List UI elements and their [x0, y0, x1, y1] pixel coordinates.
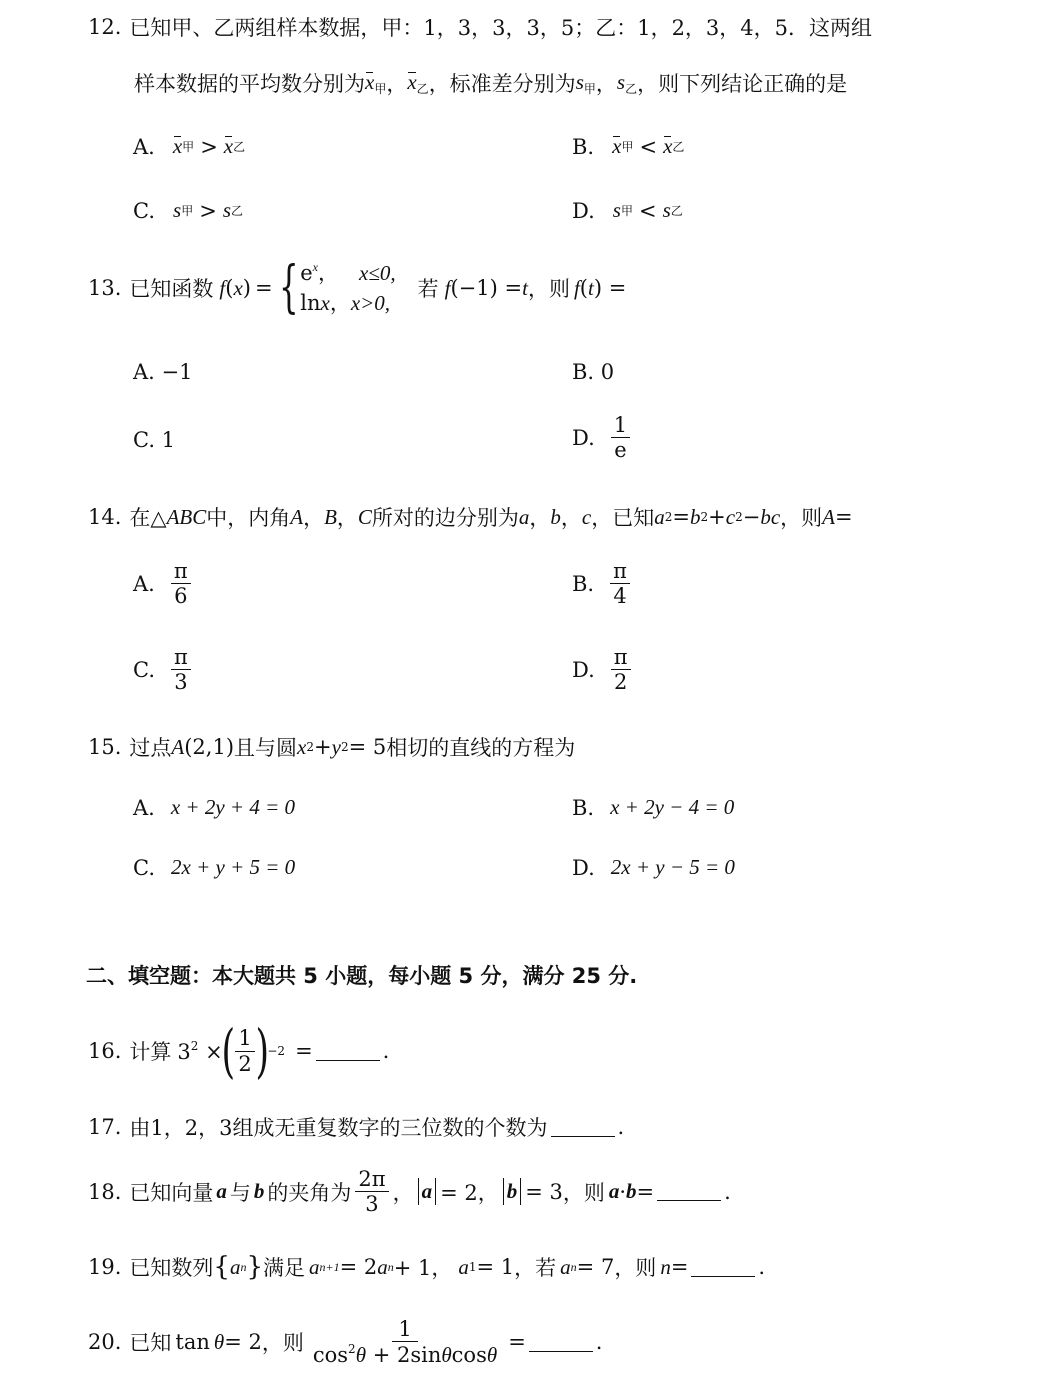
q18-stem-part-d: ，则 — [562, 1180, 605, 1205]
q14-option-a: A. $\frac{\pi}{6}$ — [133, 560, 195, 607]
q14-option-d: D. $\frac{\pi}{2}$ — [572, 646, 635, 693]
q14-stem-part-e: ，则 — [780, 506, 823, 530]
q12-mean-yi: $x_乙$ — [407, 69, 429, 96]
q12-sd-jia: $s_甲$ — [575, 69, 596, 96]
q17-answer-blank[interactable] — [551, 1118, 615, 1137]
q12-stem-part-b: ，标准差分别为 — [428, 72, 576, 96]
q17-number: 17. — [88, 1115, 122, 1139]
q14-option-b: B. $\frac{\pi}{4}$ — [572, 560, 634, 607]
q14-stem: 14. 在△ ABC 中，内角 A ， B ， C 所对的边分别为 a ， b ， c ，已知 a 2 = b 2 + c 2 − bc ，则 A = — [88, 502, 853, 532]
q14-number: 14. — [88, 505, 122, 529]
q12-stem-line1: 已知甲、乙两组样本数据，甲：1，3，3，3，5；乙：1，2，3，4，5．这两组 — [129, 16, 873, 40]
q12-sd-yi: $s_乙$ — [616, 69, 638, 96]
q17-stem: 17. 由1，2，3组成无重复数字的三位数的个数为 . — [88, 1112, 624, 1142]
q15-option-c: C. 2x + y + 5 = 0 — [133, 855, 296, 880]
q13-stem-part-c: ，则 — [527, 277, 570, 302]
q19-stem-part-b: 满足 — [263, 1256, 305, 1280]
q19-stem-part-c: ，若 — [514, 1256, 557, 1280]
q18-stem-part-b: 与 — [229, 1180, 251, 1205]
q16-answer-blank[interactable] — [316, 1042, 380, 1061]
q12-option-c: C. s 甲 > s 乙 — [133, 198, 244, 223]
q15-option-a: A. x + 2y + 4 = 0 — [133, 795, 295, 820]
q16-stem: 16. 计算 $3^2$ × ( $\frac{1}{2}$ ) −2 = . — [88, 1017, 390, 1085]
q14-stem-part-b: 中，内角 — [206, 506, 291, 530]
q13-number: 13. — [88, 276, 122, 301]
q18-answer-blank[interactable] — [657, 1182, 721, 1201]
q12-number: 12. — [88, 15, 122, 39]
q19-number: 19. — [88, 1255, 122, 1279]
q18-stem-part-c: 的夹角为 — [267, 1180, 352, 1205]
q20-number: 20. — [88, 1330, 122, 1355]
q15-stem: 15. 过点 A (2,1) 且与圆 x 2 + y 2 = 5 相切的直线的方程为 — [88, 732, 575, 762]
q18-stem-part-a: 已知向量 — [129, 1180, 214, 1205]
q13-stem-part-b: 若 — [417, 277, 439, 302]
q19-stem-part-d: ，则 — [614, 1256, 657, 1280]
q12-option-a: A. x 甲 > x 乙 — [133, 134, 246, 159]
q13-stem: 13. 已知函数 f ( x ) = { $e^x$， x≤0, lnx，x>0, 若 f (−1) = t ，则 f ( t ) = — [88, 255, 627, 321]
q13-option-c: C. 1 — [133, 428, 176, 452]
q14-stem-part-d: ，已知 — [591, 506, 655, 530]
q19-stem-part-a: 已知数列 — [129, 1256, 214, 1280]
q13-stem-part-a: 已知函数 — [129, 277, 214, 302]
q20-stem-part-a: 已知 — [129, 1331, 172, 1356]
q18-number: 18. — [88, 1179, 122, 1204]
q16-number: 16. — [88, 1039, 122, 1063]
q18-stem: 18. 已知向量 a 与 b 的夹角为 $\frac{2\pi}{3}$ ， a = 2， b = 3 ，则 a · b = . — [88, 1167, 731, 1217]
section-2-title: 二、填空题：本大题共 5 小题，每小题 5 分，满分 25 分. — [86, 964, 638, 988]
q20-stem-part-b: ，则 — [261, 1331, 304, 1356]
q20-answer-blank[interactable] — [529, 1333, 593, 1352]
q13-piecewise: $e^x$， x≤0, lnx，x>0, — [300, 260, 396, 316]
q12-stem-part-c: ，则下列结论正确的是 — [637, 72, 848, 96]
q12-mean-jia: $x_甲$ — [365, 69, 387, 96]
q15-option-b: B. x + 2y − 4 = 0 — [572, 795, 735, 820]
q15-stem-part-a: 过点 — [129, 736, 172, 760]
q12-line1 — [88, 12, 872, 42]
q12-line2: 样本数据的平均数分别为 $x_甲$ ， $x_乙$ ，标准差分别为 $s_甲$ ， $s_乙$ ，则下列结论正确的是 — [134, 69, 848, 96]
q12-stem-part-a: 样本数据的平均数分别为 — [134, 72, 365, 96]
q15-stem-part-b: 且与圆 — [234, 736, 298, 760]
q13-option-d: D. $\frac{1}{e}$ — [572, 414, 634, 461]
q12-option-d: D. s 甲 < s 乙 — [572, 198, 683, 223]
q16-stem-text: 计算 — [129, 1040, 172, 1064]
q15-option-d: D. 2x + y − 5 = 0 — [572, 855, 735, 880]
q15-stem-part-c: 相切的直线的方程为 — [386, 736, 576, 760]
q19-stem: 19. 已知数列 { a n } 满足 a n+1 = 2 a n + 1， a 1 = 1 ，若 a n = 7 ，则 n = . — [88, 1252, 766, 1282]
q19-answer-blank[interactable] — [691, 1258, 755, 1277]
q20-stem: 20. 已知 tan θ = 2 ，则 $\frac{1}{\cos^2\theta + 2\sin\theta\cos\theta}$ = . — [88, 1317, 603, 1368]
q12-option-b: B. x 甲 < x 乙 — [572, 134, 685, 159]
q14-option-c: C. $\frac{\pi}{3}$ — [133, 646, 195, 693]
q17-stem-text: 由1，2，3组成无重复数字的三位数的个数为 — [129, 1116, 548, 1140]
q14-stem-part-a: 在△ — [129, 506, 167, 530]
q15-number: 15. — [88, 735, 122, 759]
q13-option-b: B. 0 — [572, 360, 615, 384]
q13-option-a: A. −1 — [133, 360, 193, 384]
q14-stem-part-c: 所对的边分别为 — [371, 506, 519, 530]
